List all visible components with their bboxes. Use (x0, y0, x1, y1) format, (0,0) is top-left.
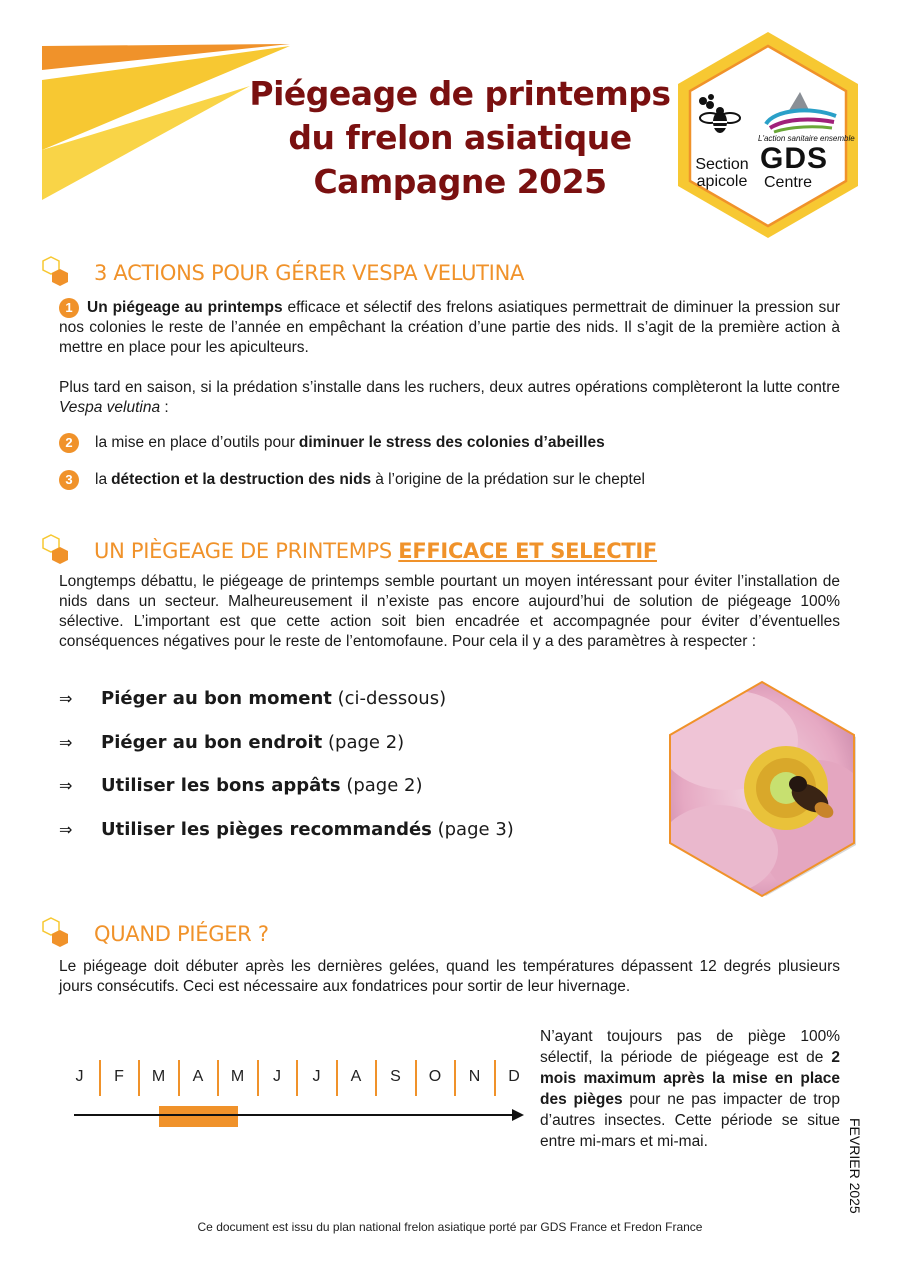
item-2-text: la mise en place d’outils pour (95, 434, 295, 451)
section-1-title: 3 ACTIONS POUR GÉRER VESPA VELUTINA (94, 261, 525, 285)
timeline-month-10: O (428, 1068, 442, 1085)
item-3-end: à l’origine de la prédation sur le cheptel (375, 471, 645, 488)
arrow-icon: ⇒ (59, 776, 73, 795)
timeline-month-12: D (508, 1068, 520, 1085)
timeline-month-11: N (468, 1068, 481, 1085)
section-3-title: QUAND PIÉGER ? (94, 922, 269, 946)
logo-apicole-word: apicole (696, 173, 748, 190)
timeline-month-3: M (151, 1068, 166, 1085)
section-2-title (94, 539, 657, 563)
hexagon-icon (40, 533, 76, 569)
title-line-3: Campagne 2025 (313, 162, 607, 201)
item-3-bold: détection et la destruction des nids (111, 471, 372, 488)
section-1-item-1 (59, 298, 840, 358)
hexagon-icon (40, 916, 76, 952)
logo-section-word: Section (695, 156, 749, 173)
number-badge-2: 2 (59, 433, 79, 453)
gds-swoosh-icon (760, 90, 840, 140)
section-3-para: Le piégeage doit débuter après les dernières gelées, quand les températures dépassent 12 degrés plusieurs jours consécutifs. Ceci est nécessaire aux fondatrices pour sortir de leur hivernage. (59, 958, 840, 995)
logo-tagline: L'action sanitaire ensemble (758, 134, 855, 143)
para-2-text: Plus tard en saison, si la prédation s’installe dans les ruchers, deux autres opérations complèteront la lutte contre (59, 379, 840, 396)
timeline-month-4: A (192, 1068, 204, 1085)
section-3-heading (40, 917, 269, 951)
section-1-item-2 (59, 432, 605, 454)
bullet-1 (59, 688, 446, 709)
logo-section-apicole (694, 156, 750, 190)
bullet-3-bold: Utiliser les bons appâts (101, 775, 341, 796)
section-2-title-bold: EFFICACE ET SELECTIF (398, 539, 657, 563)
flower-hornet-photo (668, 680, 856, 898)
bullet-3 (59, 775, 423, 796)
bullet-1-rest: (ci-dessous) (331, 688, 447, 709)
bullet-2-rest: (page 2) (322, 732, 405, 753)
logo-region: Centre (764, 174, 813, 191)
vertical-date-text: FEVRIER 2025 (847, 1118, 863, 1214)
section-1-heading (40, 256, 524, 290)
bullet-4-bold: Utiliser les pièges recommandés (101, 819, 432, 840)
bullet-1-bold: Piéger au bon moment (101, 688, 332, 709)
bullet-2 (59, 732, 404, 753)
page-title (180, 72, 740, 204)
bee-icon (692, 92, 748, 148)
title-line-1: Piégeage de printemps (249, 74, 671, 113)
vertical-date (845, 1118, 867, 1218)
para-2-italic: Vespa velutina (59, 399, 161, 416)
bullet-4 (59, 819, 514, 840)
section-2-title-plain: UN PIÈGEAGE DE PRINTEMPS (94, 539, 399, 563)
logo-brand: GDS (760, 142, 829, 175)
timeline-month-8: A (350, 1068, 362, 1085)
item-3-text: la (95, 471, 108, 488)
bullet-2-bold: Piéger au bon endroit (101, 732, 323, 753)
timeline-arrowhead-icon (512, 1109, 524, 1121)
timeline-month-2: F (114, 1068, 124, 1085)
timeline-month-9: S (390, 1068, 401, 1085)
bullet-4-rest: (page 3) (431, 819, 514, 840)
number-badge-3: 3 (59, 470, 79, 490)
section-1-item-3 (59, 469, 645, 491)
para-2-end: : (160, 399, 169, 416)
timeline-axis (74, 1114, 514, 1116)
trapping-timeline (60, 1060, 530, 1130)
side-bold: 2 mois maximum après la mise en place des pièges (540, 1049, 840, 1108)
arrow-icon: ⇒ (59, 820, 73, 839)
number-badge-1: 1 (59, 298, 79, 318)
timeline-month-7: J (312, 1068, 321, 1085)
footer-note: Ce document est issu du plan national frelon asiatique porté par GDS France et Fredon France (197, 1220, 703, 1234)
item-1-text: efficace et sélectif des frelons asiatiques permettrait de diminuer la pression sur nos colonies le reste de l’année en empêchant la création d’une partie des nids. Il s’agit de la première action à mettre en place pour les apiculteurs. (59, 299, 840, 357)
side-text-2: pour ne pas impacter de trop d’autres insectes. Cette période se situe entre mi-mars et mi-mai. (540, 1091, 840, 1150)
arrow-icon: ⇒ (59, 733, 73, 752)
trapping-period-bar (159, 1106, 238, 1127)
timeline-month-5: M (230, 1068, 245, 1085)
gds-logo (676, 32, 860, 238)
item-2-bold: diminuer le stress des colonies d’abeilles (298, 434, 605, 451)
arrow-icon: ⇒ (59, 689, 73, 708)
trapping-period-note (540, 1026, 840, 1152)
bullet-3-rest: (page 2) (340, 775, 423, 796)
timeline-month-6: J (273, 1068, 281, 1085)
timeline-month-1: J (75, 1068, 84, 1085)
side-text-1: N’ayant toujours pas de piège 100% sélectif, la période de piégeage est de (540, 1028, 840, 1066)
title-line-2: du frelon asiatique (288, 118, 632, 157)
section-1-para-2 (59, 378, 840, 418)
item-1-bold: Un piégeage au printemps (87, 299, 283, 317)
section-2-heading (40, 534, 657, 568)
hexagon-icon (40, 255, 76, 291)
section-2-para: Longtemps débattu, le piégeage de printemps semble pourtant un moyen intéressant pour éviter l’installation de nids dans un secteur. Malheureusement il n’existe pas encore aujourd’hui de solution de piégeage 100% sélective. L’important est que cette action soit bien encadrée et accompagnée pour éviter d’éventuelles conséquences négatives pour le reste de l’entomofaune. Pour cela il y a des paramètres à respecter : (59, 573, 840, 650)
